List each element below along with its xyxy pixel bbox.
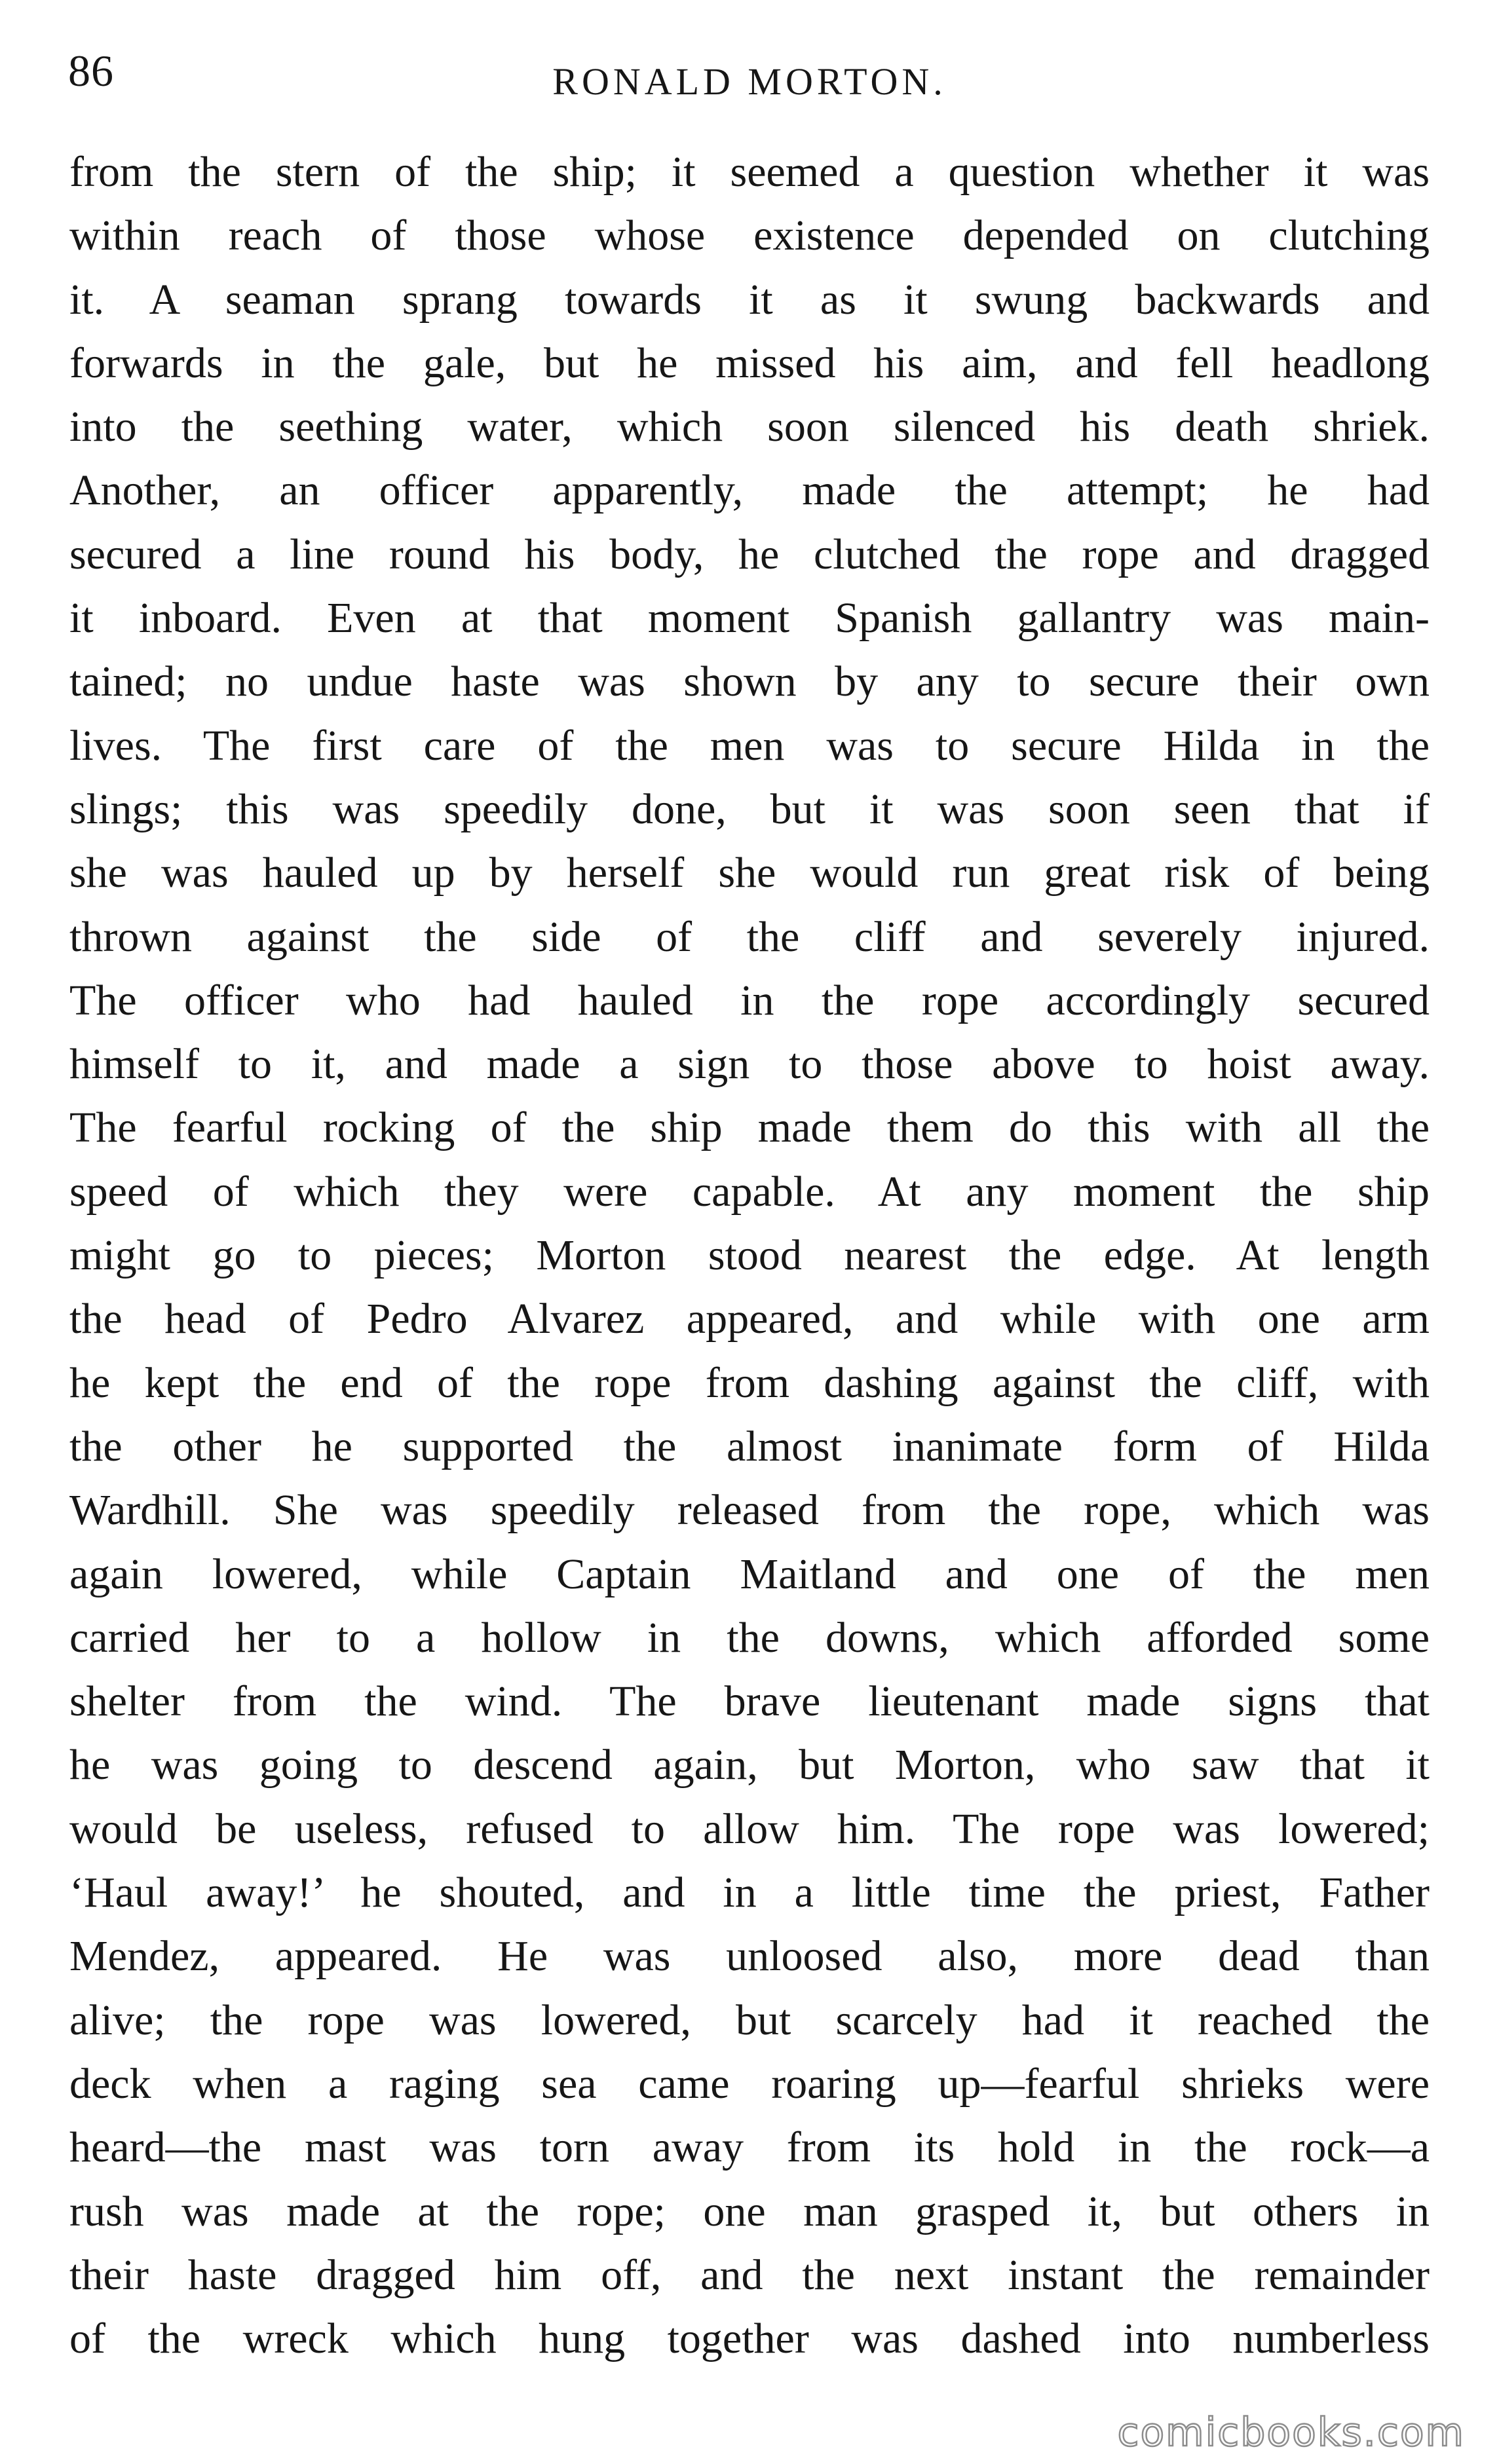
body-text bbox=[69, 140, 1430, 2370]
text-line: of the wreck which hung together was dashed into numberless bbox=[69, 2315, 1430, 2363]
watermark: comicbooks.com bbox=[1117, 2410, 1465, 2455]
text-line: ‘Haul away!’ he shouted, and in a little time the priest, Father bbox=[69, 1869, 1430, 1917]
text-line: within reach of those whose existence depended on clutching bbox=[69, 212, 1430, 260]
text-line: speed of which they were capable. At any moment the ship bbox=[69, 1167, 1430, 1216]
text-line: into the seething water, which soon silenced his death shriek. bbox=[69, 403, 1430, 451]
text-line: the head of Pedro Alvarez appeared, and while with one arm bbox=[69, 1295, 1430, 1343]
text-line: himself to it, and made a sign to those above to hoist away. bbox=[69, 1040, 1430, 1089]
text-line: The officer who had hauled in the rope accordingly secured bbox=[69, 976, 1430, 1024]
text-line: would be useless, refused to allow him. The rope was lowered; bbox=[69, 1804, 1430, 1853]
text-line: he was going to descend again, but Morton, who saw that it bbox=[69, 1741, 1430, 1789]
text-line: Mendez, appeared. He was unloosed also, more dead than bbox=[69, 1932, 1430, 1981]
text-line: forwards in the gale, but he missed his aim, and fell headlong bbox=[69, 339, 1430, 387]
text-line: might go to pieces; Morton stood nearest the edge. At length bbox=[69, 1231, 1430, 1280]
text-line: Wardhill. She was speedily released from the rope, which was bbox=[69, 1486, 1430, 1535]
text-line: it inboard. Even at that moment Spanish gallantry was main- bbox=[69, 594, 1430, 643]
text-line: it. A seaman sprang towards it as it swung backwards and bbox=[69, 275, 1430, 324]
text-line: The fearful rocking of the ship made them do this with all the bbox=[69, 1104, 1430, 1152]
text-line: their haste dragged him off, and the next instant the remainder bbox=[69, 2250, 1430, 2299]
text-line: rush was made at the rope; one man grasped it, but others in bbox=[69, 2187, 1430, 2235]
text-line: deck when a raging sea came roaring up—fearful shrieks were bbox=[69, 2059, 1430, 2108]
text-line: he kept the end of the rope from dashing against the cliff, with bbox=[69, 1358, 1430, 1407]
text-line: carried her to a hollow in the downs, which afforded some bbox=[69, 1613, 1430, 1662]
text-line: from the stern of the ship; it seemed a question whether it was bbox=[69, 148, 1430, 196]
text-line: the other he supported the almost inanimate form of Hilda bbox=[69, 1422, 1430, 1470]
page-number: 86 bbox=[68, 46, 114, 96]
running-head: RONALD MORTON. bbox=[552, 60, 947, 103]
text-line: alive; the rope was lowered, but scarcely had it reached the bbox=[69, 1996, 1430, 2044]
text-line: Another, an officer apparently, made the attempt; he had bbox=[69, 466, 1430, 515]
text-line: heard—the mast was torn away from its hold in the rock—a bbox=[69, 2123, 1430, 2172]
text-line: lives. The first care of the men was to secure Hilda in the bbox=[69, 721, 1430, 770]
text-line: slings; this was speedily done, but it was soon seen that if bbox=[69, 785, 1430, 833]
text-line: secured a line round his body, he clutched the rope and dragged bbox=[69, 530, 1430, 578]
text-line: again lowered, while Captain Maitland and one of the men bbox=[69, 1550, 1430, 1598]
text-line: she was hauled up by herself she would run great risk of being bbox=[69, 849, 1430, 897]
text-line: tained; no undue haste was shown by any to secure their own bbox=[69, 658, 1430, 706]
text-line: thrown against the side of the cliff and severely injured. bbox=[69, 912, 1430, 961]
text-line: shelter from the wind. The brave lieutenant made signs that bbox=[69, 1677, 1430, 1726]
